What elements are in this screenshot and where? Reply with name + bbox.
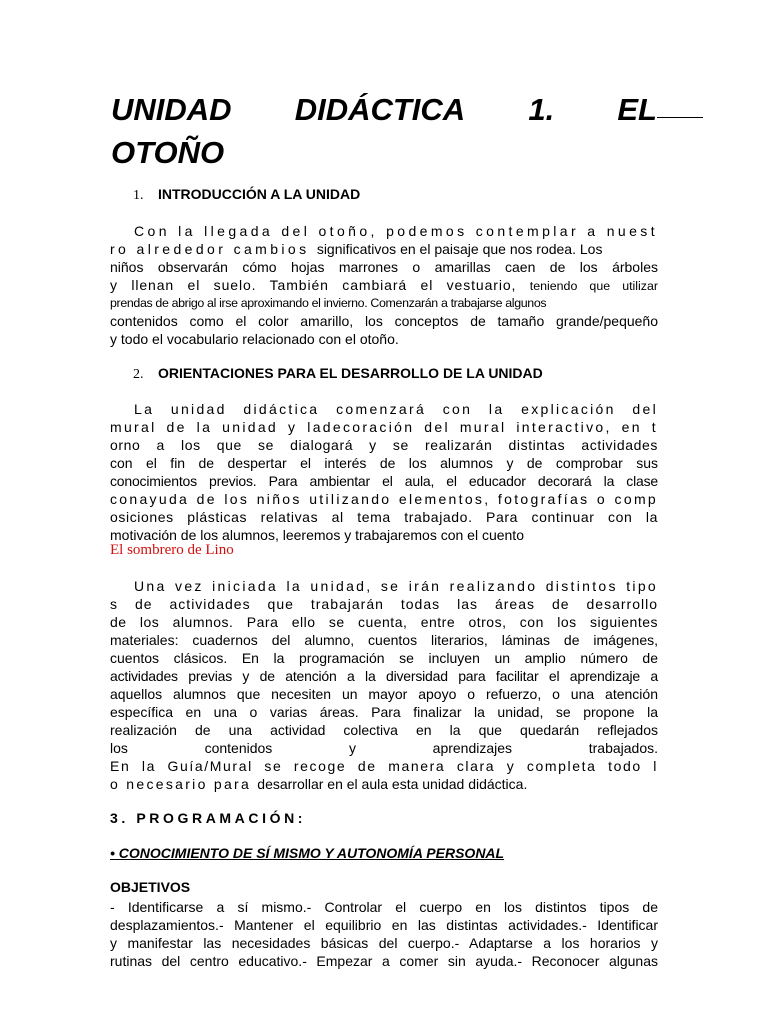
- text-line: [110, 276, 658, 294]
- text-line: [110, 240, 658, 258]
- text-line: con el fin de despertar el interés de los alumnos y de comprobar sus: [110, 455, 658, 471]
- text-span: teniendo que utilizar: [529, 279, 659, 293]
- section-heading: [133, 364, 543, 384]
- text-line: de los alumnos. Para ello se cuenta, entre otros, con los siguientes: [110, 614, 658, 630]
- text-line: rutinas del centro educativo.- Empezar a comer sin ayuda.- Reconocer algunas: [110, 953, 658, 969]
- paragraph-intro: [110, 222, 658, 348]
- text-line: los contenidos y aprendizajes trabajados.: [110, 740, 658, 756]
- title-underline-rule: [657, 117, 703, 118]
- text-span: desarrollar en el aula esta unidad didáctica.: [257, 776, 528, 792]
- text-line: y manifestar las necesidades básicas del cuerpo.- Adaptarse a los horarios y: [110, 935, 658, 951]
- section-title: ORIENTACIONES PARA EL DESARROLLO DE LA UNIDAD: [158, 365, 543, 381]
- text-line: La unidad didáctica comenzará con la explicación del: [134, 401, 658, 417]
- bullet: •: [110, 845, 115, 861]
- text-span: significativos en el paisaje que nos rodea. Los: [316, 241, 603, 257]
- document-title: [111, 88, 703, 174]
- section-title: INTRODUCCIÓN A LA UNIDAD: [158, 186, 361, 202]
- title-word: DIDÁCTICA: [294, 92, 466, 127]
- section-heading: [133, 185, 360, 205]
- text-line: - Identificarse a sí mismo.- Controlar el cuerpo en los distintos tipos de: [110, 899, 658, 915]
- section-heading-programacion: 3. PROGRAMACIÓN:: [110, 810, 307, 826]
- text-line: niños observarán cómo hojas marrones o amarillas caen de los árboles: [110, 259, 658, 275]
- area-heading: [110, 845, 504, 861]
- text-line: [110, 775, 658, 793]
- text-line: específica en una o varias áreas. Para finalizar la unidad, se propone la: [110, 704, 658, 720]
- text-span: ro alrededor cambios: [110, 241, 317, 257]
- text-line: y todo el vocabulario relacionado con el otoño.: [110, 331, 399, 347]
- text-line: Con la llegada del otoño, podemos contemplar a nuest: [134, 223, 658, 239]
- text-line: motivación de los alumnos, leeremos y trabajaremos con el cuento: [110, 527, 524, 543]
- text-line: aquellos alumnos que necesiten un mayor apoyo o refuerzo, o una atención: [110, 686, 658, 702]
- area-title: CONOCIMIENTO DE SÍ MISMO Y AUTONOMÍA PERSONAL: [114, 845, 505, 861]
- text-line: contenidos como el color amarillo, los conceptos de tamaño grande/pequeño: [110, 313, 658, 329]
- text-line: mural de la unidad y ladecoración del mural interactivo, en t: [110, 419, 658, 435]
- text-line: orno a los que se dialogará y se realizarán distintas actividades: [110, 437, 658, 453]
- paragraph-orientaciones: [110, 400, 658, 544]
- section-number: 2.: [133, 367, 144, 382]
- text-line: realización de una actividad colectiva en la que quedarán reflejados: [110, 722, 658, 738]
- title-line-2: OTOÑO: [111, 135, 225, 170]
- text-line: materiales: cuadernos del alumno, cuentos literarios, láminas de imágenes,: [110, 632, 658, 648]
- paragraph-objetivos: [110, 898, 658, 970]
- text-line: prendas de abrigo al irse aproximando el invierno. Comenzarán a trabajarse algunos: [110, 296, 547, 310]
- text-line: cuentos clásicos. En la programación se incluyen un amplio número de: [110, 650, 658, 666]
- section-number: 1.: [133, 188, 144, 203]
- story-title-link[interactable]: El sombrero de Lino: [110, 542, 234, 558]
- title-word: UNIDAD: [111, 92, 232, 127]
- title-word: EL: [617, 92, 657, 127]
- title-word: 1.: [528, 92, 555, 127]
- text-span: o necesario para: [110, 776, 258, 792]
- text-line: osiciones plásticas relativas al tema trabajado. Para continuar con la: [110, 509, 658, 525]
- text-line: Una vez iniciada la unidad, se irán realizando distintos tipo: [134, 578, 658, 594]
- text-line: actividades previas y de atención a la diversidad para facilitar el aprendizaje a: [110, 668, 658, 684]
- title-line-1: [111, 88, 703, 131]
- text-line: s de actividades que trabajarán todas las áreas de desarrollo: [110, 596, 658, 612]
- paragraph-desarrollo: [110, 577, 658, 793]
- text-line: conayuda de los niños utilizando elementos, fotografías o comp: [110, 491, 658, 507]
- text-line: desplazamientos.- Mantener el equilibrio en las distintas actividades.- Identificar: [110, 917, 658, 933]
- objetivos-label: OBJETIVOS: [110, 879, 191, 895]
- text-span: y llenan el suelo. También cambiará el vestuario,: [110, 277, 530, 293]
- text-line: En la Guía/Mural se recoge de manera clara y completa todo l: [110, 758, 658, 774]
- text-line: conocimientos previos. Para ambientar el aula, el educador decorará la clase: [110, 473, 658, 489]
